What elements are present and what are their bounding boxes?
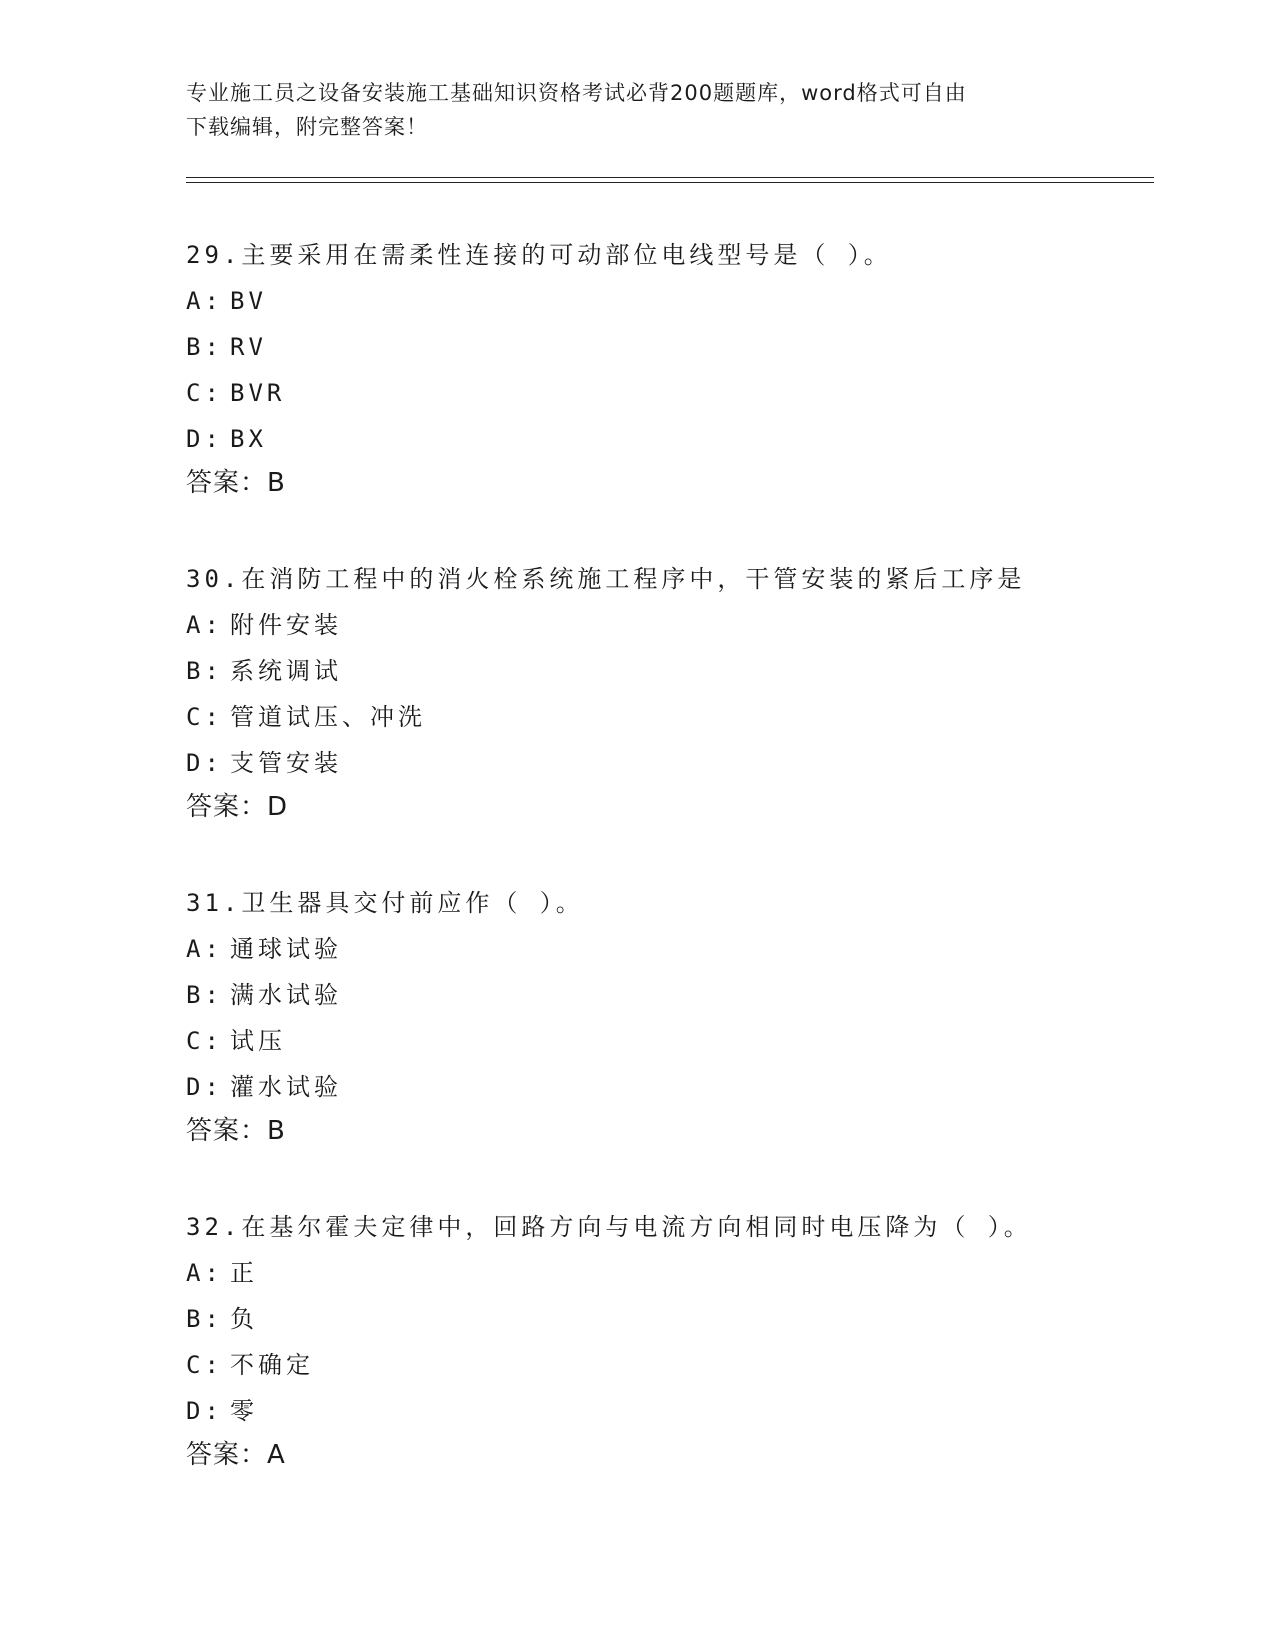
answer-line: 答案：B xyxy=(186,1116,286,1146)
option-letter: A: xyxy=(186,935,223,963)
question-29 xyxy=(186,232,1146,504)
header-title-line-1: 专业施工员之设备安装施工基础知识资格考试必背200题题库，word格式可自由 xyxy=(186,81,967,105)
question-list xyxy=(186,232,1146,1528)
option-d xyxy=(186,1064,1146,1110)
option-b xyxy=(186,324,1146,370)
option-text: BVR xyxy=(230,379,286,407)
option-letter: C: xyxy=(186,703,223,731)
option-a xyxy=(186,278,1146,324)
option-d xyxy=(186,416,1146,462)
option-c xyxy=(186,694,1146,740)
question-stem: 32.在基尔霍夫定律中，回路方向与电流方向相同时电压降为（ ）。 xyxy=(186,1213,1032,1241)
question-stem: 30.在消防工程中的消火栓系统施工程序中，干管安装的紧后工序是 xyxy=(186,565,1026,593)
option-text: BX xyxy=(230,425,267,453)
question-stem: 29.主要采用在需柔性连接的可动部位电线型号是（ ）。 xyxy=(186,241,892,269)
option-d xyxy=(186,740,1146,786)
option-a xyxy=(186,1250,1146,1296)
option-c xyxy=(186,1342,1146,1388)
option-letter: B: xyxy=(186,1305,223,1333)
option-a xyxy=(186,926,1146,972)
option-text: 正 xyxy=(230,1259,258,1287)
option-letter: A: xyxy=(186,287,223,315)
option-a xyxy=(186,602,1146,648)
option-b xyxy=(186,1296,1146,1342)
option-text: 系统调试 xyxy=(230,657,342,685)
option-letter: D: xyxy=(186,425,223,453)
header-divider-top xyxy=(186,177,1154,178)
option-letter: B: xyxy=(186,657,223,685)
option-text: BV xyxy=(230,287,267,315)
option-letter: B: xyxy=(186,333,223,361)
option-letter: B: xyxy=(186,981,223,1009)
option-letter: A: xyxy=(186,1259,223,1287)
option-d xyxy=(186,1388,1146,1434)
option-letter: A: xyxy=(186,611,223,639)
answer-line: 答案：B xyxy=(186,468,286,498)
option-letter: C: xyxy=(186,1027,223,1055)
question-30 xyxy=(186,556,1146,828)
option-letter: D: xyxy=(186,1073,223,1101)
header-divider-bottom xyxy=(186,182,1154,183)
option-letter: D: xyxy=(186,749,223,777)
option-text: 管道试压、冲洗 xyxy=(230,703,426,731)
option-text: 试压 xyxy=(230,1027,286,1055)
option-text: 负 xyxy=(230,1305,258,1333)
question-32 xyxy=(186,1204,1146,1476)
option-text: 灌水试验 xyxy=(230,1073,342,1101)
header-title-line-2: 下载编辑，附完整答案！ xyxy=(186,115,428,139)
option-b xyxy=(186,648,1146,694)
answer-line: 答案：A xyxy=(186,1440,286,1470)
question-stem: 31.卫生器具交付前应作（ ）。 xyxy=(186,889,584,917)
option-c xyxy=(186,1018,1146,1064)
option-letter: C: xyxy=(186,1351,223,1379)
document-header xyxy=(186,76,1086,144)
option-letter: D: xyxy=(186,1397,223,1425)
option-letter: C: xyxy=(186,379,223,407)
option-text: 满水试验 xyxy=(230,981,342,1009)
option-c xyxy=(186,370,1146,416)
option-text: RV xyxy=(230,333,267,361)
answer-line: 答案：D xyxy=(186,792,289,822)
option-b xyxy=(186,972,1146,1018)
option-text: 零 xyxy=(230,1397,258,1425)
option-text: 支管安装 xyxy=(230,749,342,777)
option-text: 附件安装 xyxy=(230,611,342,639)
option-text: 通球试验 xyxy=(230,935,342,963)
option-text: 不确定 xyxy=(230,1351,314,1379)
question-31 xyxy=(186,880,1146,1152)
